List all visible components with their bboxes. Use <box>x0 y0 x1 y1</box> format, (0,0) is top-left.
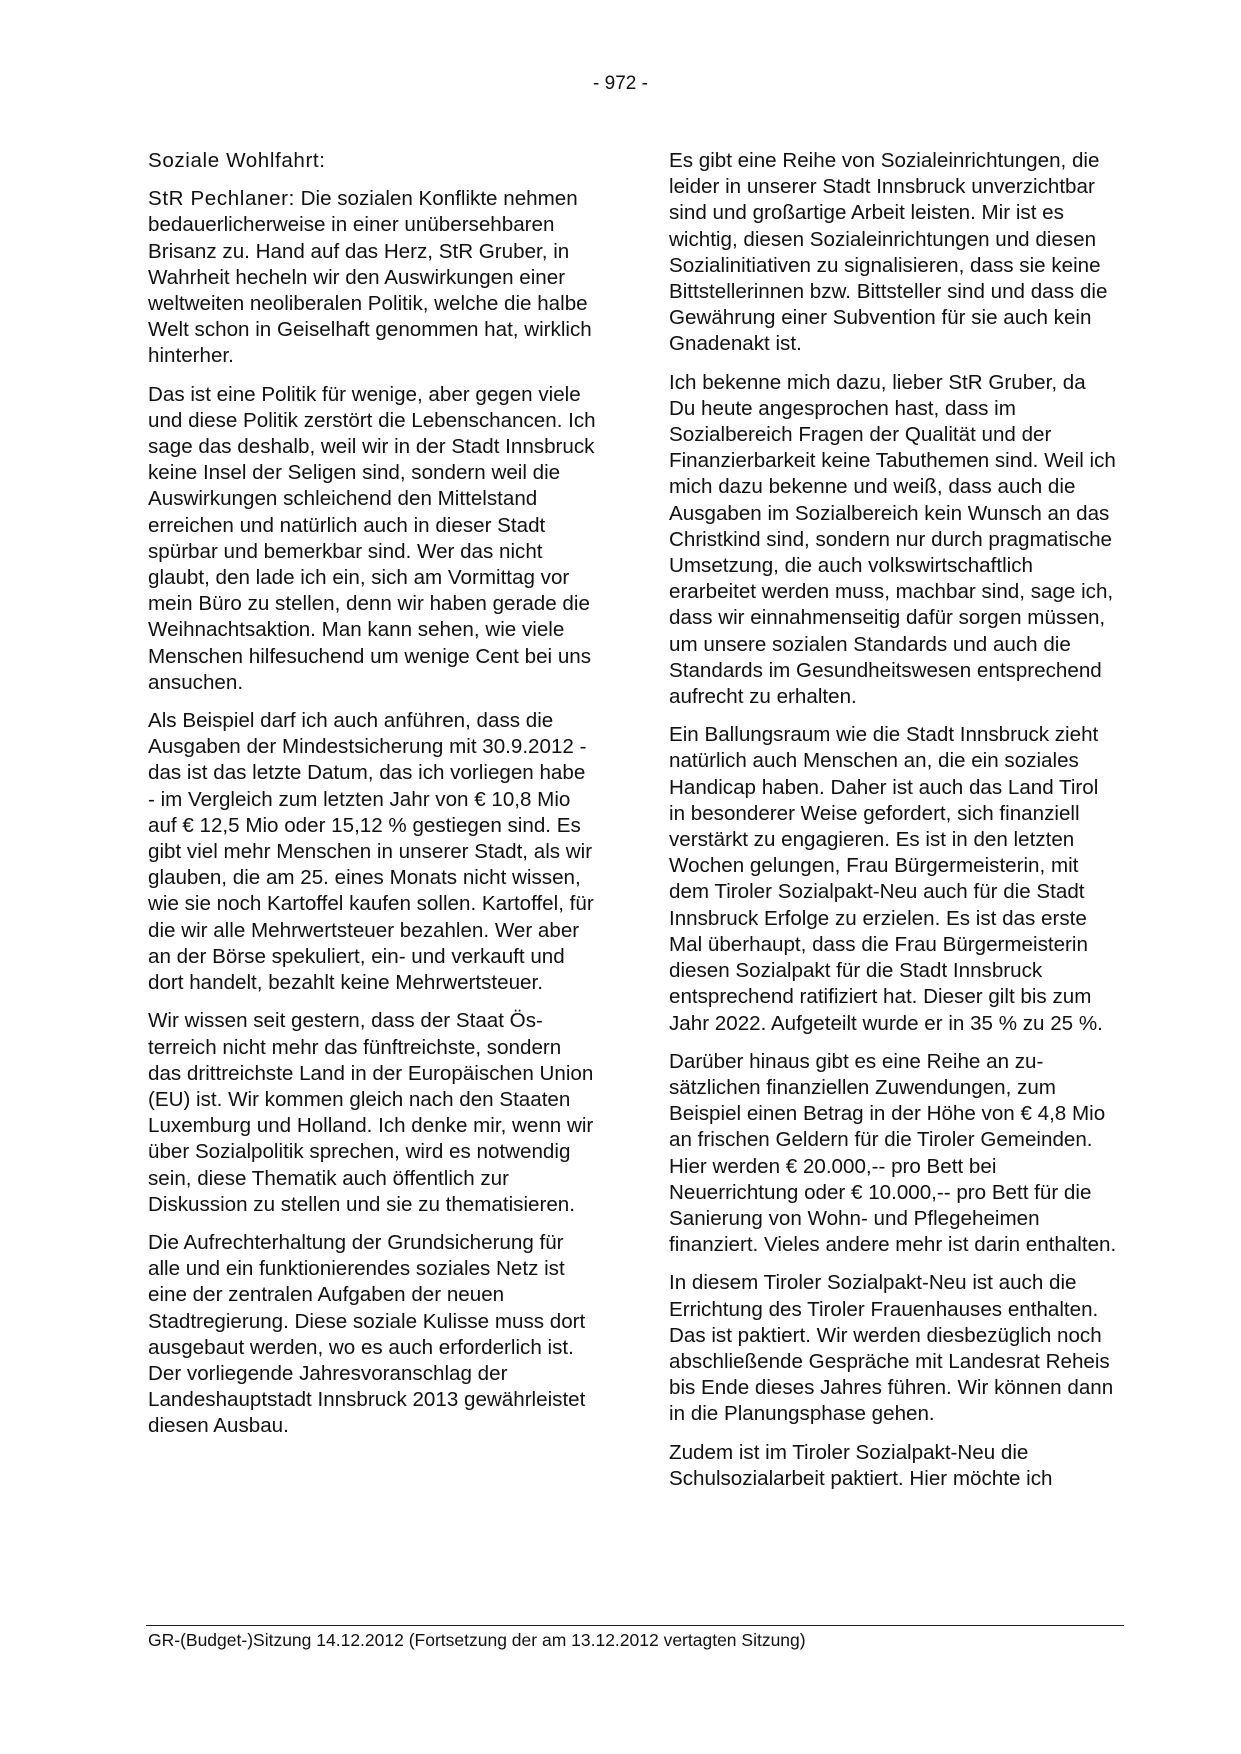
left-column <box>148 148 596 1452</box>
paragraph: Ein Ballungsraum wie die Stadt Innsbruck zieht natürlich auch Menschen an, die ein soziales Handicap haben. Daher ist auch das Land Tirol in besonderer Weise gefordert, sich finanziell verstärkt zu engagieren. Es ist in den letzten Wochen gelungen, Frau Bürgermeisterin, mit dem Tiroler Sozialpakt-Neu auch für die Stadt Innsbruck Erfolge zu erzielen. Es ist das erste Mal überhaupt, dass die Frau Bürgermeisterin diesen Sozialpakt für die Stadt Innsbruck entsprechend ratifiziert hat. Dieser gilt bis zum Jahr 2022. Aufgeteilt wurde er in 35 % zu 25 %. <box>669 723 1103 1035</box>
paragraph: Zudem ist im Tiroler Sozialpakt-Neu die Schulsozialarbeit paktiert. Hier möchte ich <box>669 1440 1053 1490</box>
section-heading: Soziale Wohlfahrt: <box>148 149 326 172</box>
paragraph-text: Die sozialen Konflikte nehmen bedauerlicherweise in einer unübersehbaren Brisanz zu. Hand auf das Herz, StR Gruber, in Wahrheit hecheln wir den Auswirkungen einer weltweiten neoliberalen Politik, welche die halbe Welt schon in Geiselhaft genommen hat, wirklich hinterher. <box>148 187 592 368</box>
paragraph: Die Aufrechterhaltung der Grundsicherung für alle und ein funktionierendes soziales Netz ist eine der zentralen Aufgaben der neuen Stadtregierung. Diese soziale Kulisse muss dort ausgebaut werden, wo es auch erforderlich ist. Der vorliegende Jahresvoranschlag der Landeshauptstadt Innsbruck 2013 gewährleistet diesen Ausbau. <box>148 1230 586 1438</box>
paragraph: Als Beispiel darf ich auch anführen, dass die Ausgaben der Mindestsicherung mit 30.9.2012 - das ist das letzte Datum, das ich vorliegen habe - im Vergleich zum letzten Jahr von € 10,8 Mio auf € 12,5 Mio oder 15,12 % gestiegen sind. Es gibt viel mehr Menschen in unserer Stadt, als wir glauben, die am 25. eines Monats nicht wissen, wie sie noch Kartoffel kaufen sollen. Kartoffel, für die wir alle Mehrwertsteuer bezahlen. Wer aber an der Börse spekuliert, ein- und verkauft und dort handelt, bezahlt keine Mehrwertsteuer. <box>148 709 594 995</box>
paragraph: Das ist eine Politik für wenige, aber gegen viele und diese Politik zerstört die Lebenschancen. Ich sage das deshalb, weil wir in der Stadt Innsbruck keine Insel der Seligen sind, sondern weil die Auswirkungen schleichend den Mittelstand erreichen und natürlich auch in dieser Stadt spürbar und bemerkbar sind. Wer das nicht glaubt, den lade ich ein, sich am Vormittag vor mein Büro zu stellen, denn wir haben gerade die Weihnachtsaktion. Man kann sehen, wie viele Menschen hilfesuchend um wenige Cent bei uns ansuchen. <box>148 382 596 694</box>
page-number: - 972 - <box>593 73 648 94</box>
page-footer: GR-(Budget-)Sitzung 14.12.2012 (Fortsetzung der am 13.12.2012 vertagten Sitzung) <box>148 1630 806 1650</box>
paragraph <box>148 186 596 369</box>
right-column <box>669 148 1117 1504</box>
speaker-name: StR Pechlaner: <box>148 187 295 211</box>
paragraph: Es gibt eine Reihe von Sozialeinrichtungen, die leider in unserer Stadt Innsbruck unverzichtbar sind und großartige Arbeit leisten. Mir ist es wichtig, diesen Sozialeinrichtungen und diesen Sozialinitiativen zu signalisieren, dass sie keine Bittstellerinnen bzw. Bittsteller sind und dass die Gewährung einer Subvention für sie auch kein Gnadenakt ist. <box>669 149 1108 356</box>
footer-divider <box>146 1625 1124 1626</box>
paragraph: In diesem Tiroler Sozialpakt-Neu ist auch die Errichtung des Tiroler Frauenhauses enthalten. Das ist paktiert. Wir werden diesbezüglich noch abschließende Gespräche mit Landesrat Reheis bis Ende dieses Jahres führen. Wir können dann in die Planungsphase gehen. <box>669 1271 1114 1426</box>
paragraph: Darüber hinaus gibt es eine Reihe an zusätzlichen finanziellen Zuwendungen, zum Beispiel einen Betrag in der Höhe von € 4,8 Mio an frischen Geldern für die Tiroler Gemeinden. Hier werden € 20.000,-- pro Bett bei Neuerrichtung oder € 10.000,-- pro Bett für die Sanierung von Wohn- und Pflegeheimen finanziert. Vieles andere mehr ist darin enthalten. <box>669 1049 1117 1257</box>
paragraph: Wir wissen seit gestern, dass der Staat Österreich nicht mehr das fünftreichste, sondern das drittreichste Land in der Europäischen Union (EU) ist. Wir kommen gleich nach den Staaten Luxemburg und Holland. Ich denke mir, wenn wir über Sozialpolitik sprechen, wird es notwendig sein, diese Thematik auch öffentlich zur Diskussion zu stellen und sie zu thematisieren. <box>148 1009 594 1216</box>
paragraph: Ich bekenne mich dazu, lieber StR Gruber, da Du heute angesprochen hast, dass im Sozialbereich Fragen der Qualität und der Finanzierbarkeit keine Tabuthemen sind. Weil ich mich dazu bekenne und weiß, dass auch die Ausgaben im Sozialbereich kein Wunsch an das Christkind sind, sondern nur durch pragmatische Umsetzung, die auch volkswirtschaftlich erarbeitet werden muss, machbar sind, sage ich, dass wir einnahmenseitig dafür sorgen müssen, um unsere sozialen Standards und auch die Standards im Gesundheitswesen entsprechend aufrecht zu erhalten. <box>669 370 1116 709</box>
